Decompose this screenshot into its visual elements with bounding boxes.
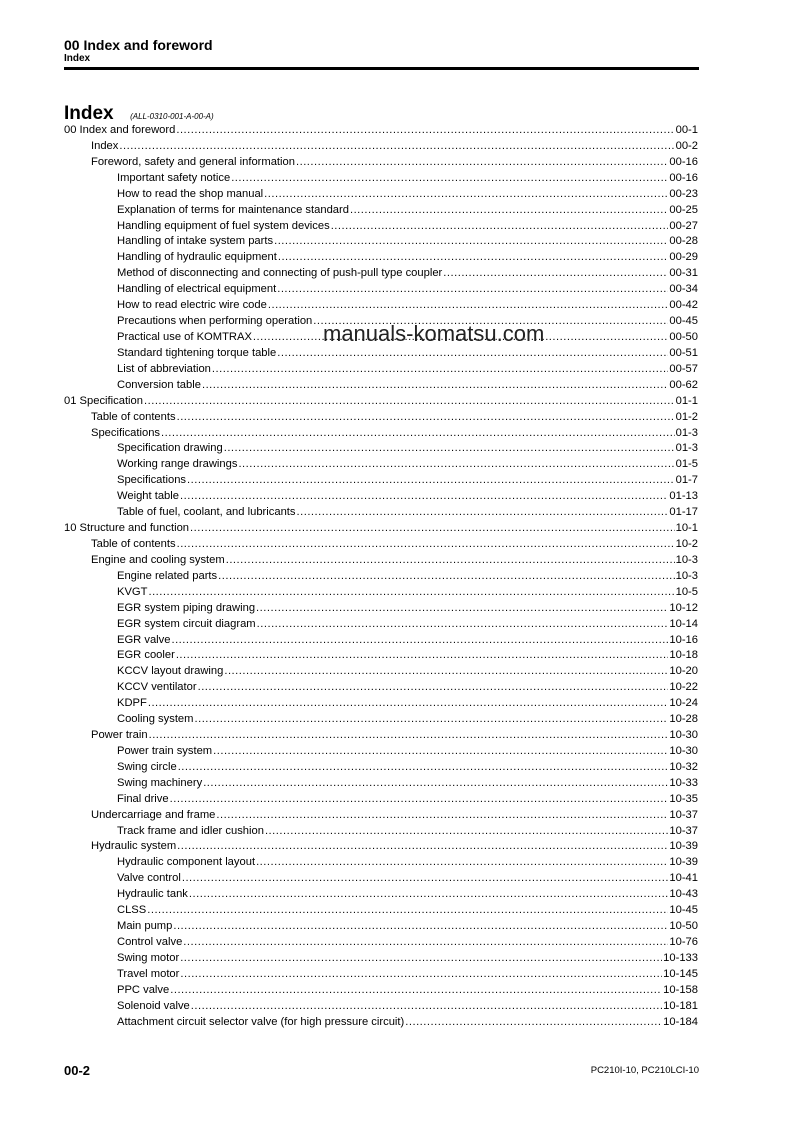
toc-entry[interactable]	[64, 187, 698, 203]
toc-entry-title: How to read the shop manual	[117, 187, 264, 200]
toc-entry-page: 01-3	[675, 442, 698, 455]
toc-entry-page: 10-14	[669, 617, 698, 630]
toc-entry-title: Specifications	[117, 474, 187, 487]
dot-leader	[148, 585, 674, 601]
dot-leader	[331, 219, 669, 235]
toc-entry[interactable]	[64, 585, 698, 601]
toc-entry-title: Table of contents	[91, 537, 176, 550]
toc-entry-title: Handling of intake system parts	[117, 235, 274, 248]
toc-entry-title: Handling of electrical equipment	[117, 283, 277, 296]
toc-entry-title: Power train	[91, 729, 148, 742]
toc-entry[interactable]	[64, 123, 698, 139]
toc-entry-title: KCCV layout drawing	[117, 665, 224, 678]
dot-leader	[180, 489, 668, 505]
toc-entry[interactable]	[64, 139, 698, 155]
index-code: (ALL-0310-001-A-00-A)	[130, 112, 214, 121]
toc-entry[interactable]	[64, 1015, 698, 1031]
toc-entry[interactable]	[64, 617, 698, 633]
toc-entry[interactable]	[64, 999, 698, 1015]
toc-entry[interactable]	[64, 521, 698, 537]
dot-leader	[213, 744, 668, 760]
dot-leader	[119, 139, 674, 155]
toc-entry-title: Solenoid valve	[117, 999, 190, 1012]
toc-entry-page: 10-133	[663, 951, 698, 964]
toc-entry-title: 01 Specification	[64, 394, 143, 407]
toc-entry-title: Table of fuel, coolant, and lubricants	[117, 506, 296, 519]
toc-entry-title: Travel motor	[117, 967, 180, 980]
dot-leader	[226, 553, 675, 569]
dot-leader	[216, 808, 668, 824]
dot-leader	[238, 457, 674, 473]
toc-entry-page: 00-51	[669, 346, 698, 359]
dot-leader	[170, 792, 669, 808]
toc-entry-page: 10-18	[669, 649, 698, 662]
toc-entry-title: Track frame and idler cushion	[117, 824, 264, 837]
toc-entry-page: 00-2	[675, 139, 698, 152]
dot-leader	[177, 410, 675, 426]
dot-leader	[443, 266, 668, 282]
toc-entry-title: Main pump	[117, 920, 173, 933]
dot-leader	[170, 983, 662, 999]
toc-entry-title: Undercarriage and frame	[91, 808, 216, 821]
toc-entry-page: 10-1	[675, 522, 698, 535]
toc-entry-page: 10-39	[669, 856, 698, 869]
toc-entry[interactable]	[64, 824, 698, 840]
toc-entry-title: Swing machinery	[117, 776, 203, 789]
index-title: Index	[64, 103, 114, 124]
dot-leader	[278, 250, 669, 266]
toc-entry-page: 00-62	[669, 378, 698, 391]
toc-entry[interactable]	[64, 171, 698, 187]
dot-leader	[297, 505, 669, 521]
toc-entry-title: Specification drawing	[117, 442, 223, 455]
dot-leader	[224, 664, 668, 680]
toc-entry-title: PPC valve	[117, 983, 170, 996]
toc-entry-page: 10-158	[663, 983, 698, 996]
dot-leader	[274, 234, 668, 250]
toc-entry-title: Handling of hydraulic equipment	[117, 251, 277, 264]
toc-entry-page: 00-16	[669, 171, 698, 184]
toc-entry-page: 10-24	[669, 697, 698, 710]
toc-entry-page: 10-181	[663, 999, 698, 1012]
toc-entry-page: 10-16	[669, 633, 698, 646]
toc-entry-page: 10-3	[675, 569, 698, 582]
dot-leader	[224, 441, 675, 457]
toc-entry-title: CLSS	[117, 904, 147, 917]
toc-entry[interactable]	[64, 712, 698, 728]
dot-leader	[161, 426, 675, 442]
section-title: 00 Index and foreword	[64, 37, 213, 53]
toc-entry-title: Power train system	[117, 744, 213, 757]
toc-entry[interactable]	[64, 903, 698, 919]
dot-leader	[176, 123, 674, 139]
dot-leader	[147, 903, 668, 919]
toc-entry-page: 10-45	[669, 904, 698, 917]
section-subtitle: Index	[64, 53, 91, 64]
dot-leader	[350, 203, 668, 219]
dot-leader	[277, 346, 668, 362]
dot-leader	[264, 187, 668, 203]
toc-entry-title: Working range drawings	[117, 458, 238, 471]
toc-entry[interactable]	[64, 537, 698, 553]
toc-entry-page: 01-2	[675, 410, 698, 423]
toc-entry[interactable]	[64, 680, 698, 696]
dot-leader	[187, 473, 675, 489]
dot-leader	[191, 999, 662, 1015]
toc-entry[interactable]	[64, 951, 698, 967]
dot-leader	[171, 633, 668, 649]
toc-entry-page: 10-12	[669, 601, 698, 614]
toc-entry-title: 10 Structure and function	[64, 522, 190, 535]
dot-leader	[173, 919, 668, 935]
toc-entry-page: 10-37	[669, 824, 698, 837]
toc-entry-page: 10-2	[675, 537, 698, 550]
toc-entry-title: EGR valve	[117, 633, 171, 646]
toc-entry-title: Engine and cooling system	[91, 553, 225, 566]
toc-entry[interactable]	[64, 155, 698, 171]
toc-entry[interactable]	[64, 728, 698, 744]
toc-entry-page: 00-50	[669, 330, 698, 343]
index-heading	[64, 103, 214, 125]
toc-entry[interactable]	[64, 871, 698, 887]
toc-entry[interactable]	[64, 744, 698, 760]
toc-entry-page: 00-42	[669, 299, 698, 312]
toc-entry-page: 00-28	[669, 235, 698, 248]
dot-leader	[183, 935, 668, 951]
toc-entry-page: 00-29	[669, 251, 698, 264]
dot-leader	[178, 760, 669, 776]
dot-leader	[189, 887, 668, 903]
toc-entry-title: Index	[91, 139, 119, 152]
toc-entry[interactable]	[64, 410, 698, 426]
dot-leader	[198, 680, 669, 696]
toc-entry-page: 10-20	[669, 665, 698, 678]
toc-entry-title: Hydraulic system	[91, 840, 177, 853]
toc-entry-title: Foreword, safety and general information	[91, 155, 295, 168]
toc-entry-title: Valve control	[117, 872, 181, 885]
toc-entry[interactable]	[64, 473, 698, 489]
dot-leader	[194, 712, 668, 728]
dot-leader	[296, 155, 668, 171]
toc-entry-page: 00-34	[669, 283, 698, 296]
toc-entry-page: 10-3	[675, 553, 698, 566]
toc-entry-page: 10-5	[675, 585, 698, 598]
toc-entry-title: List of abbreviation	[117, 362, 211, 375]
toc-entry[interactable]	[64, 282, 698, 298]
toc-entry-title: EGR system circuit diagram	[117, 617, 256, 630]
dot-leader	[148, 696, 669, 712]
toc-entry-page: 01-13	[669, 490, 698, 503]
toc-entry-page: 01-17	[669, 506, 698, 519]
toc-entry-title: Specifications	[91, 426, 161, 439]
dot-leader	[256, 855, 668, 871]
toc-entry[interactable]	[64, 648, 698, 664]
dot-leader	[202, 378, 668, 394]
dot-leader	[265, 824, 668, 840]
toc-entry[interactable]	[64, 601, 698, 617]
dot-leader	[218, 569, 674, 585]
toc-entry[interactable]	[64, 250, 698, 266]
toc-entry-page: 10-41	[669, 872, 698, 885]
toc-entry[interactable]	[64, 664, 698, 680]
toc-entry-title: Final drive	[117, 792, 169, 805]
toc-entry[interactable]	[64, 983, 698, 999]
toc-entry[interactable]	[64, 426, 698, 442]
toc-entry[interactable]	[64, 633, 698, 649]
toc-entry-page: 10-76	[669, 936, 698, 949]
dot-leader	[212, 362, 668, 378]
toc-entry[interactable]	[64, 569, 698, 585]
toc-entry-title: Swing motor	[117, 951, 180, 964]
toc-entry[interactable]	[64, 505, 698, 521]
dot-leader	[177, 537, 675, 553]
toc-entry[interactable]	[64, 203, 698, 219]
toc-entry[interactable]	[64, 394, 698, 410]
dot-leader	[180, 967, 662, 983]
toc-entry-title: Cooling system	[117, 713, 194, 726]
toc-entry-page: 10-35	[669, 792, 698, 805]
toc-entry-title: KDPF	[117, 697, 147, 710]
toc-entry[interactable]	[64, 839, 698, 855]
dot-leader	[231, 171, 668, 187]
dot-leader	[182, 871, 669, 887]
toc-entry-page: 01-1	[675, 394, 698, 407]
toc-entry-page: 10-43	[669, 888, 698, 901]
toc-entry[interactable]	[64, 266, 698, 282]
toc-entry-title: EGR cooler	[117, 649, 175, 662]
dot-leader	[256, 601, 668, 617]
toc-entry[interactable]	[64, 919, 698, 935]
toc-entry[interactable]	[64, 855, 698, 871]
dot-leader	[203, 776, 668, 792]
toc-entry[interactable]	[64, 792, 698, 808]
toc-entry-title: EGR system piping drawing	[117, 601, 256, 614]
dot-leader	[405, 1015, 662, 1031]
table-of-contents	[64, 123, 698, 1031]
toc-entry-page: 00-45	[669, 315, 698, 328]
toc-entry-title: Practical use of KOMTRAX	[117, 330, 252, 343]
toc-entry-page: 01-5	[675, 458, 698, 471]
toc-entry-page: 00-23	[669, 187, 698, 200]
dot-leader	[144, 394, 675, 410]
toc-entry-page: 00-57	[669, 362, 698, 375]
toc-entry-title: Hydraulic component layout	[117, 856, 256, 869]
toc-entry[interactable]	[64, 808, 698, 824]
dot-leader	[257, 617, 669, 633]
toc-entry[interactable]	[64, 298, 698, 314]
header-divider	[64, 67, 699, 70]
toc-entry-title: How to read electric wire code	[117, 299, 267, 312]
toc-entry[interactable]	[64, 776, 698, 792]
toc-entry-page: 10-50	[669, 920, 698, 933]
toc-entry-title: Table of contents	[91, 410, 176, 423]
toc-entry-page: 10-30	[669, 744, 698, 757]
toc-entry[interactable]	[64, 760, 698, 776]
toc-entry-page: 10-22	[669, 681, 698, 694]
toc-entry[interactable]	[64, 378, 698, 394]
toc-entry-page: 10-39	[669, 840, 698, 853]
toc-entry[interactable]	[64, 234, 698, 250]
dot-leader	[149, 728, 669, 744]
dot-leader	[277, 282, 668, 298]
toc-entry-page: 00-31	[669, 267, 698, 280]
toc-entry[interactable]	[64, 887, 698, 903]
toc-entry-title: KCCV ventilator	[117, 681, 197, 694]
toc-entry-title: Method of disconnecting and connecting of push-pull type coupler	[117, 267, 443, 280]
toc-entry[interactable]	[64, 935, 698, 951]
toc-entry-title: Control valve	[117, 936, 183, 949]
toc-entry[interactable]	[64, 346, 698, 362]
toc-entry-page: 10-28	[669, 713, 698, 726]
toc-entry-page: 10-145	[663, 967, 698, 980]
toc-entry-title: Explanation of terms for maintenance standard	[117, 203, 349, 216]
toc-entry-page: 10-30	[669, 729, 698, 742]
toc-entry[interactable]	[64, 362, 698, 378]
footer-model: PC210I-10, PC210LCI-10	[590, 1065, 699, 1076]
toc-entry-title: Standard tightening torque table	[117, 346, 277, 359]
toc-entry-title: Attachment circuit selector valve (for high pressure circuit)	[117, 1015, 405, 1028]
toc-entry-page: 01-7	[675, 474, 698, 487]
dot-leader	[180, 951, 662, 967]
toc-entry-page: 10-32	[669, 760, 698, 773]
footer-page-number: 00-2	[64, 1063, 91, 1078]
toc-entry-page: 10-33	[669, 776, 698, 789]
dot-leader	[190, 521, 675, 537]
toc-entry[interactable]	[64, 696, 698, 712]
toc-entry-page: 00-25	[669, 203, 698, 216]
toc-entry[interactable]	[64, 457, 698, 473]
toc-entry-page: 00-27	[669, 219, 698, 232]
dot-leader	[268, 298, 669, 314]
toc-entry-page: 00-16	[669, 155, 698, 168]
watermark: manuals-komatsu.com	[323, 321, 545, 346]
toc-entry-page: 10-184	[663, 1015, 698, 1028]
toc-entry-title: Important safety notice	[117, 171, 231, 184]
toc-entry[interactable]	[64, 489, 698, 505]
dot-leader	[176, 648, 669, 664]
toc-entry-title: KVGT	[117, 585, 148, 598]
toc-entry-title: Engine related parts	[117, 569, 218, 582]
toc-entry[interactable]	[64, 553, 698, 569]
toc-entry-title: Weight table	[117, 490, 179, 503]
toc-entry-title: Hydraulic tank	[117, 888, 188, 901]
toc-entry-page: 01-3	[675, 426, 698, 439]
toc-entry-page: 00-1	[675, 124, 698, 136]
toc-entry-title: 00 Index and foreword	[64, 124, 176, 136]
toc-entry-title: Swing circle	[117, 760, 177, 773]
toc-entry[interactable]	[64, 967, 698, 983]
toc-entry-title: Conversion table	[117, 378, 201, 391]
dot-leader	[177, 839, 668, 855]
toc-entry-title: Handling equipment of fuel system devices	[117, 219, 330, 232]
toc-entry[interactable]	[64, 219, 698, 235]
toc-entry-title: Precautions when performing operation	[117, 315, 313, 328]
toc-entry-page: 10-37	[669, 808, 698, 821]
toc-entry[interactable]	[64, 441, 698, 457]
